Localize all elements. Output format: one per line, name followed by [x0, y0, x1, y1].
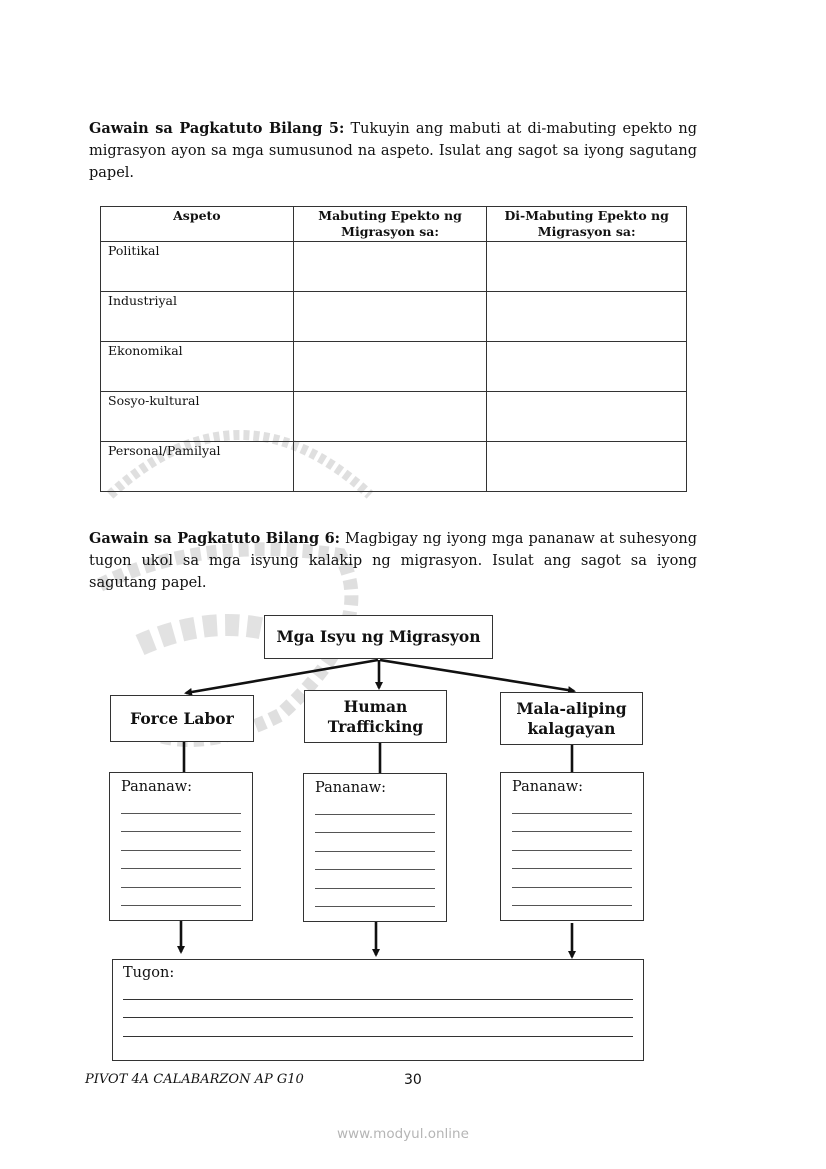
- issue-title: Force Labor: [130, 708, 234, 728]
- issue-title: Human Trafficking: [327, 696, 424, 736]
- website-watermark: www.modyul.online: [337, 1126, 469, 1142]
- answer-line[interactable]: [121, 814, 241, 833]
- answer-line[interactable]: [121, 832, 241, 851]
- answer-line[interactable]: [121, 795, 241, 814]
- answer-line[interactable]: [512, 851, 632, 870]
- aspeto-table: [100, 206, 687, 492]
- answer-line[interactable]: [512, 888, 632, 907]
- aspeto-cell: Ekonomikal: [101, 342, 294, 392]
- di-mabuti-answer-cell[interactable]: [487, 342, 687, 392]
- header-aspeto: Aspeto: [101, 207, 294, 242]
- answer-line[interactable]: [123, 981, 633, 1000]
- issue-box-force-labor: [110, 695, 254, 742]
- table-row: [101, 442, 687, 492]
- header-mabuting-epekto: Mabuting Epekto ng Migrasyon sa:: [293, 207, 487, 242]
- table-header-row: [101, 207, 687, 242]
- aspeto-cell: Politikal: [101, 242, 294, 292]
- mabuti-answer-cell[interactable]: [293, 342, 487, 392]
- issue-box-mala-aliping-kalagayan: [500, 692, 643, 745]
- activity5-instructions: [89, 118, 697, 184]
- root-issue-box: [264, 615, 493, 659]
- answer-line[interactable]: [512, 832, 632, 851]
- pananaw-box-force-labor[interactable]: [109, 772, 253, 921]
- activity5-label: Gawain sa Pagkatuto Bilang 5:: [89, 120, 345, 137]
- footer-source: PIVOT 4A CALABARZON AP G10: [85, 1072, 304, 1087]
- answer-line[interactable]: [123, 1000, 633, 1019]
- pananaw-label: Pananaw:: [315, 780, 387, 796]
- activity6-label: Gawain sa Pagkatuto Bilang 6:: [89, 530, 341, 547]
- aspeto-cell: Industriyal: [101, 292, 294, 342]
- pananaw-label: Pananaw:: [121, 779, 193, 795]
- di-mabuti-answer-cell[interactable]: [487, 392, 687, 442]
- answer-line[interactable]: [315, 870, 435, 889]
- mabuti-answer-cell[interactable]: [293, 392, 487, 442]
- tugon-box[interactable]: [112, 959, 644, 1061]
- answer-line[interactable]: [121, 888, 241, 907]
- table-row: [101, 342, 687, 392]
- header-di-mabuting-epekto: Di-Mabuting Epekto ng Migrasyon sa:: [487, 207, 687, 242]
- di-mabuti-answer-cell[interactable]: [487, 242, 687, 292]
- answer-line[interactable]: [512, 869, 632, 888]
- activity6-instructions: [89, 528, 697, 594]
- issue-title: Mala-aliping kalagayan: [516, 698, 627, 738]
- aspeto-cell: Sosyo-kultural: [101, 392, 294, 442]
- pananaw-box-mala-aliping-kalagayan[interactable]: [500, 772, 644, 921]
- di-mabuti-answer-cell[interactable]: [487, 292, 687, 342]
- table-row: [101, 242, 687, 292]
- activity5-instruction-text: Tukuyin ang mabuti at di-mabuting epekto ng migrasyon ayon sa mga sumusunod na aspeto. Isulat ang sagot sa iyong sagutang papel.: [89, 121, 697, 181]
- aspeto-cell: Personal/Pamilyal: [101, 442, 294, 492]
- answer-line[interactable]: [315, 852, 435, 871]
- answer-line[interactable]: [121, 869, 241, 888]
- answer-line[interactable]: [512, 814, 632, 833]
- mabuti-answer-cell[interactable]: [293, 242, 487, 292]
- page-number: 30: [404, 1072, 422, 1088]
- mabuti-answer-cell[interactable]: [293, 292, 487, 342]
- answer-line[interactable]: [315, 796, 435, 815]
- answer-line[interactable]: [315, 889, 435, 908]
- answer-line[interactable]: [315, 815, 435, 834]
- table-row: [101, 392, 687, 442]
- root-issue-title: Mga Isyu ng Migrasyon: [276, 627, 481, 646]
- pananaw-box-human-trafficking[interactable]: [303, 773, 447, 922]
- answer-line[interactable]: [123, 1018, 633, 1037]
- pananaw-label: Pananaw:: [512, 779, 584, 795]
- mabuti-answer-cell[interactable]: [293, 442, 487, 492]
- issue-box-human-trafficking: [304, 690, 447, 743]
- answer-line[interactable]: [315, 833, 435, 852]
- di-mabuti-answer-cell[interactable]: [487, 442, 687, 492]
- activity6-instruction-text: Magbigay ng iyong mga pananaw at suhesyong tugon ukol sa mga isyung kalakip ng migrasyon. Isulat ang sagot sa iyong sagutang papel.: [89, 531, 697, 591]
- tugon-label: Tugon:: [123, 965, 175, 981]
- answer-line[interactable]: [121, 851, 241, 870]
- answer-line[interactable]: [512, 795, 632, 814]
- table-row: [101, 292, 687, 342]
